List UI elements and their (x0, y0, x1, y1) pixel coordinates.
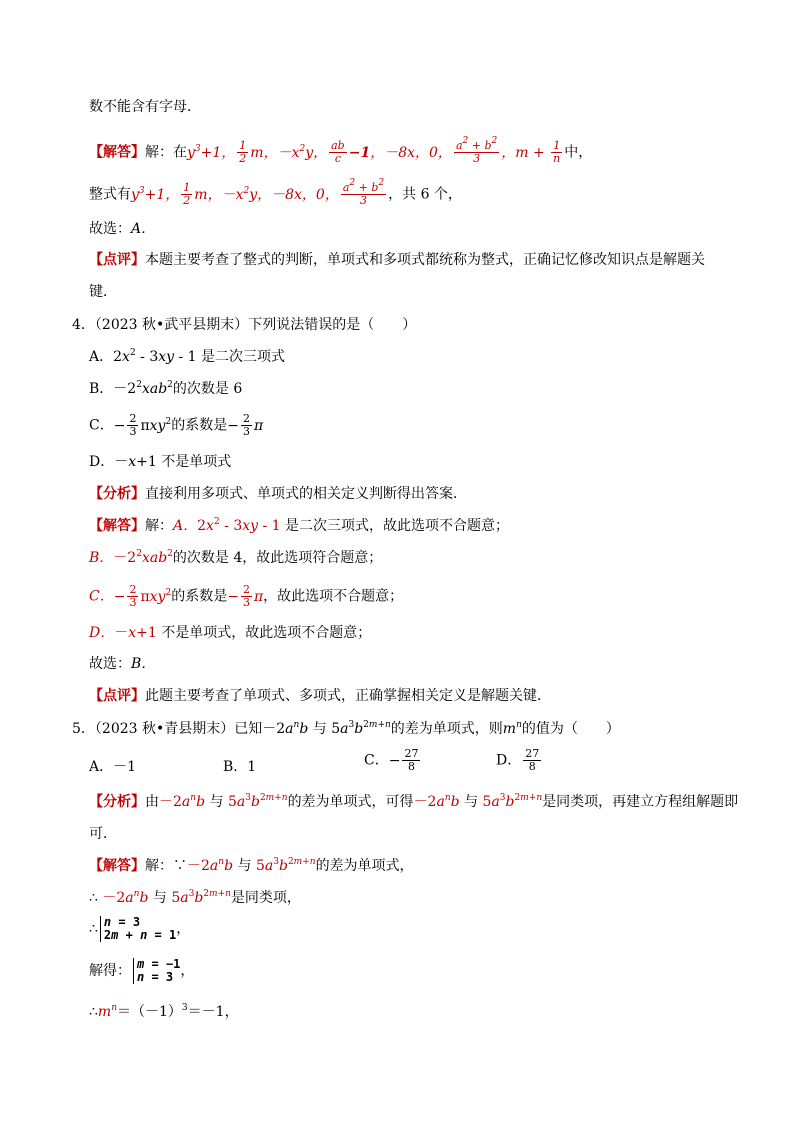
question-5-head (72, 720, 620, 738)
comment-text: 此题主要考查了单项式、多项式，正确掌握相关定义是解题关键． (145, 688, 551, 704)
expr: $y^3+1$， $\frac{1}{2}$ m，$-x^2y$， $\frac{ab}{c}$ −1，－8x，0， $\frac{a^2 + b^2}{3}$ ，m + $\frac{1}{n}$ (187, 136, 561, 165)
comment-line: 键． (89, 284, 117, 300)
q4-option-c (89, 413, 263, 438)
analysis-text: 是同类项，再建立方程组解题即 (542, 794, 739, 810)
analysis-text: 的差为单项式，可得 (287, 794, 414, 810)
equation-system: ∴ n = 3 2m + n = 1， (89, 915, 191, 942)
analysis-line (89, 485, 467, 503)
expr: $-2a^nb$ (413, 793, 460, 810)
solution-tag: 【解答】 (89, 144, 145, 161)
expr: $2x^2 - 3xy - 1$ (113, 348, 202, 365)
question-4-head: 4．（2023 秋•武平县期末）下列说法错误的是（ ） (72, 317, 417, 333)
solution-text: 中， (564, 144, 593, 161)
choose-label: 故选： (89, 656, 131, 672)
expr: $-2^2xab^2$ (113, 549, 173, 566)
opt-text: 的系数是 (171, 417, 228, 434)
q5-text: 的差为单项式，则 (390, 721, 503, 737)
q5-option-b: B．1 (223, 759, 257, 775)
choose-line (89, 655, 155, 673)
expr: $\frac{27}{8}$ (525, 747, 540, 773)
solution-text: 的系数是 (171, 588, 228, 605)
comment-tag: 【点评】 (89, 252, 145, 268)
comment-line (89, 251, 705, 269)
expr: $2x^2 - 3xy - 1$ (197, 517, 286, 534)
analysis-text: 直接利用多项式、单项式的相关定义判断得出答案． (145, 486, 467, 502)
analysis-text: 与 (209, 794, 224, 810)
solution-text: 解：∵ (145, 858, 187, 874)
solution-text: 解得： (89, 963, 131, 979)
expr: − $\frac{2}{3}$ π (227, 583, 264, 609)
comment-tag: 【点评】 (89, 688, 145, 704)
q5-text: 与 (312, 721, 327, 737)
opt-letter: C． (364, 752, 389, 769)
expr: －x+1 (114, 454, 162, 470)
solution-line (89, 136, 593, 165)
solution-tag: 【解答】 (89, 858, 145, 874)
q5-text: 5．（2023 秋•青县期末）已知 (72, 721, 263, 737)
comment-text: 本题主要考查了整式的判断，单项式和多项式都统称为整式，正确记忆修改知识点是解题关 (145, 252, 705, 268)
q4-option-a (89, 348, 285, 366)
expr: C． (89, 588, 114, 605)
analysis-tag: 【分析】 (89, 486, 145, 502)
expr: $5a^3b^{2m+n}$ (326, 720, 391, 737)
opt-letter: A． (89, 349, 114, 365)
opt-letter: D． (496, 752, 522, 769)
q4-option-b (89, 380, 242, 398)
comment-line (89, 687, 551, 705)
expr: $-2a^nb$ (102, 889, 149, 906)
solution-text: 的次数是 4，故此选项符合题意； (172, 550, 383, 566)
analysis-text: 与 (464, 794, 479, 810)
solution-line (89, 624, 371, 642)
solution-text: ，故此选项不合题意； (263, 588, 404, 605)
choose-label: 故选： (89, 221, 131, 237)
choose-answer: A． (131, 221, 156, 237)
solution-line: 解得： m = −1 n = 3 ， (89, 957, 195, 984)
solution-line: 【解答】解：A．$2x^2 - 3xy - 1$ 是二次三项式，故此选项不合题意； (89, 517, 510, 534)
expr: $5a^3b^{2m+n}$ (227, 793, 288, 810)
expr: $m^n$ (97, 1003, 117, 1020)
expr: A． (173, 518, 198, 534)
text-line: 数不能含有字母． (89, 99, 201, 115)
analysis-text: 由 (145, 794, 159, 810)
expr: − $\frac{2}{3}$ πxy$^2$ (113, 412, 172, 438)
expr: $5a^3b^{2m+n}$ (255, 857, 316, 874)
solution-text: 是二次三项式，故此选项不合题意； (285, 518, 510, 534)
solution-text: 与 (237, 858, 252, 874)
solution-text: 的差为单项式， (315, 858, 414, 874)
solution-line: $\therefore m^n=(-1)^3=-1$， (89, 1003, 239, 1020)
choose-line (89, 220, 155, 238)
expr: $y^3+1$， $\frac{1}{2}$ m，$-x^2y$，－8x，0， $\frac{a^2 + b^2}{3}$ (131, 178, 385, 207)
q5-text: 的值为（ ） (521, 721, 620, 737)
solution-line (89, 549, 382, 567)
solution-line (89, 178, 462, 207)
expr: $-2a^nb$ (159, 793, 206, 810)
opt-text: 不是单项式 (161, 454, 232, 470)
solution-line (89, 857, 414, 875)
opt-text: 是二次三项式 (201, 349, 286, 365)
brace-system: m = −1 n = 3 (133, 958, 180, 984)
solution-text: 整式有 (89, 186, 131, 203)
expr: − $\frac{27}{8}$ (388, 747, 419, 773)
solution-tag: 【解答】 (89, 518, 145, 534)
solution-line: ∴ $-2a^nb$ 与 $5a^3b^{2m+n}$是同类项， (89, 889, 301, 906)
q5-option-d (496, 748, 543, 773)
expr: $-2a^nb$ (262, 720, 309, 737)
expr: －x+1 (114, 625, 162, 641)
expr: B． (89, 550, 114, 566)
solution-text: 解：在 (145, 144, 187, 161)
solution-text: 与 (152, 890, 167, 906)
solution-text: ，共 6 个， (388, 186, 462, 203)
q5-option-c (364, 748, 422, 773)
solution-text: ＝（－1） (117, 1004, 182, 1020)
opt-text: 的次数是 6 (172, 381, 243, 397)
choose-answer: B． (131, 656, 156, 672)
solution-line (89, 584, 403, 609)
expr: − $\frac{2}{3}$ π (227, 412, 264, 438)
expr: $-2a^nb$ (187, 857, 234, 874)
analysis-line (89, 793, 738, 811)
q5-option-a: A．－1 (89, 759, 137, 775)
expr: $-2^2xab^2$ (113, 380, 173, 397)
opt-letter: D． (89, 454, 115, 470)
expr: $m^n$ (502, 720, 522, 737)
expr: $5a^3b^{2m+n}$ (171, 889, 231, 906)
brace-system: n = 3 2m + n = 1 (100, 916, 176, 942)
solution-text: 不是单项式，故此选项不合题意； (161, 625, 372, 641)
expr: $5a^3b^{2m+n}$ (482, 793, 543, 810)
solution-text: 是同类项， (230, 890, 301, 906)
q4-option-d (89, 453, 231, 471)
analysis-line: 可． (89, 826, 117, 842)
expr: − $\frac{2}{3}$ πxy$^2$ (113, 583, 172, 609)
opt-letter: B． (89, 381, 114, 397)
opt-letter: C． (89, 417, 114, 434)
analysis-tag: 【分析】 (89, 794, 145, 810)
solution-text: ＝－1， (187, 1004, 239, 1020)
expr: D． (89, 625, 115, 641)
